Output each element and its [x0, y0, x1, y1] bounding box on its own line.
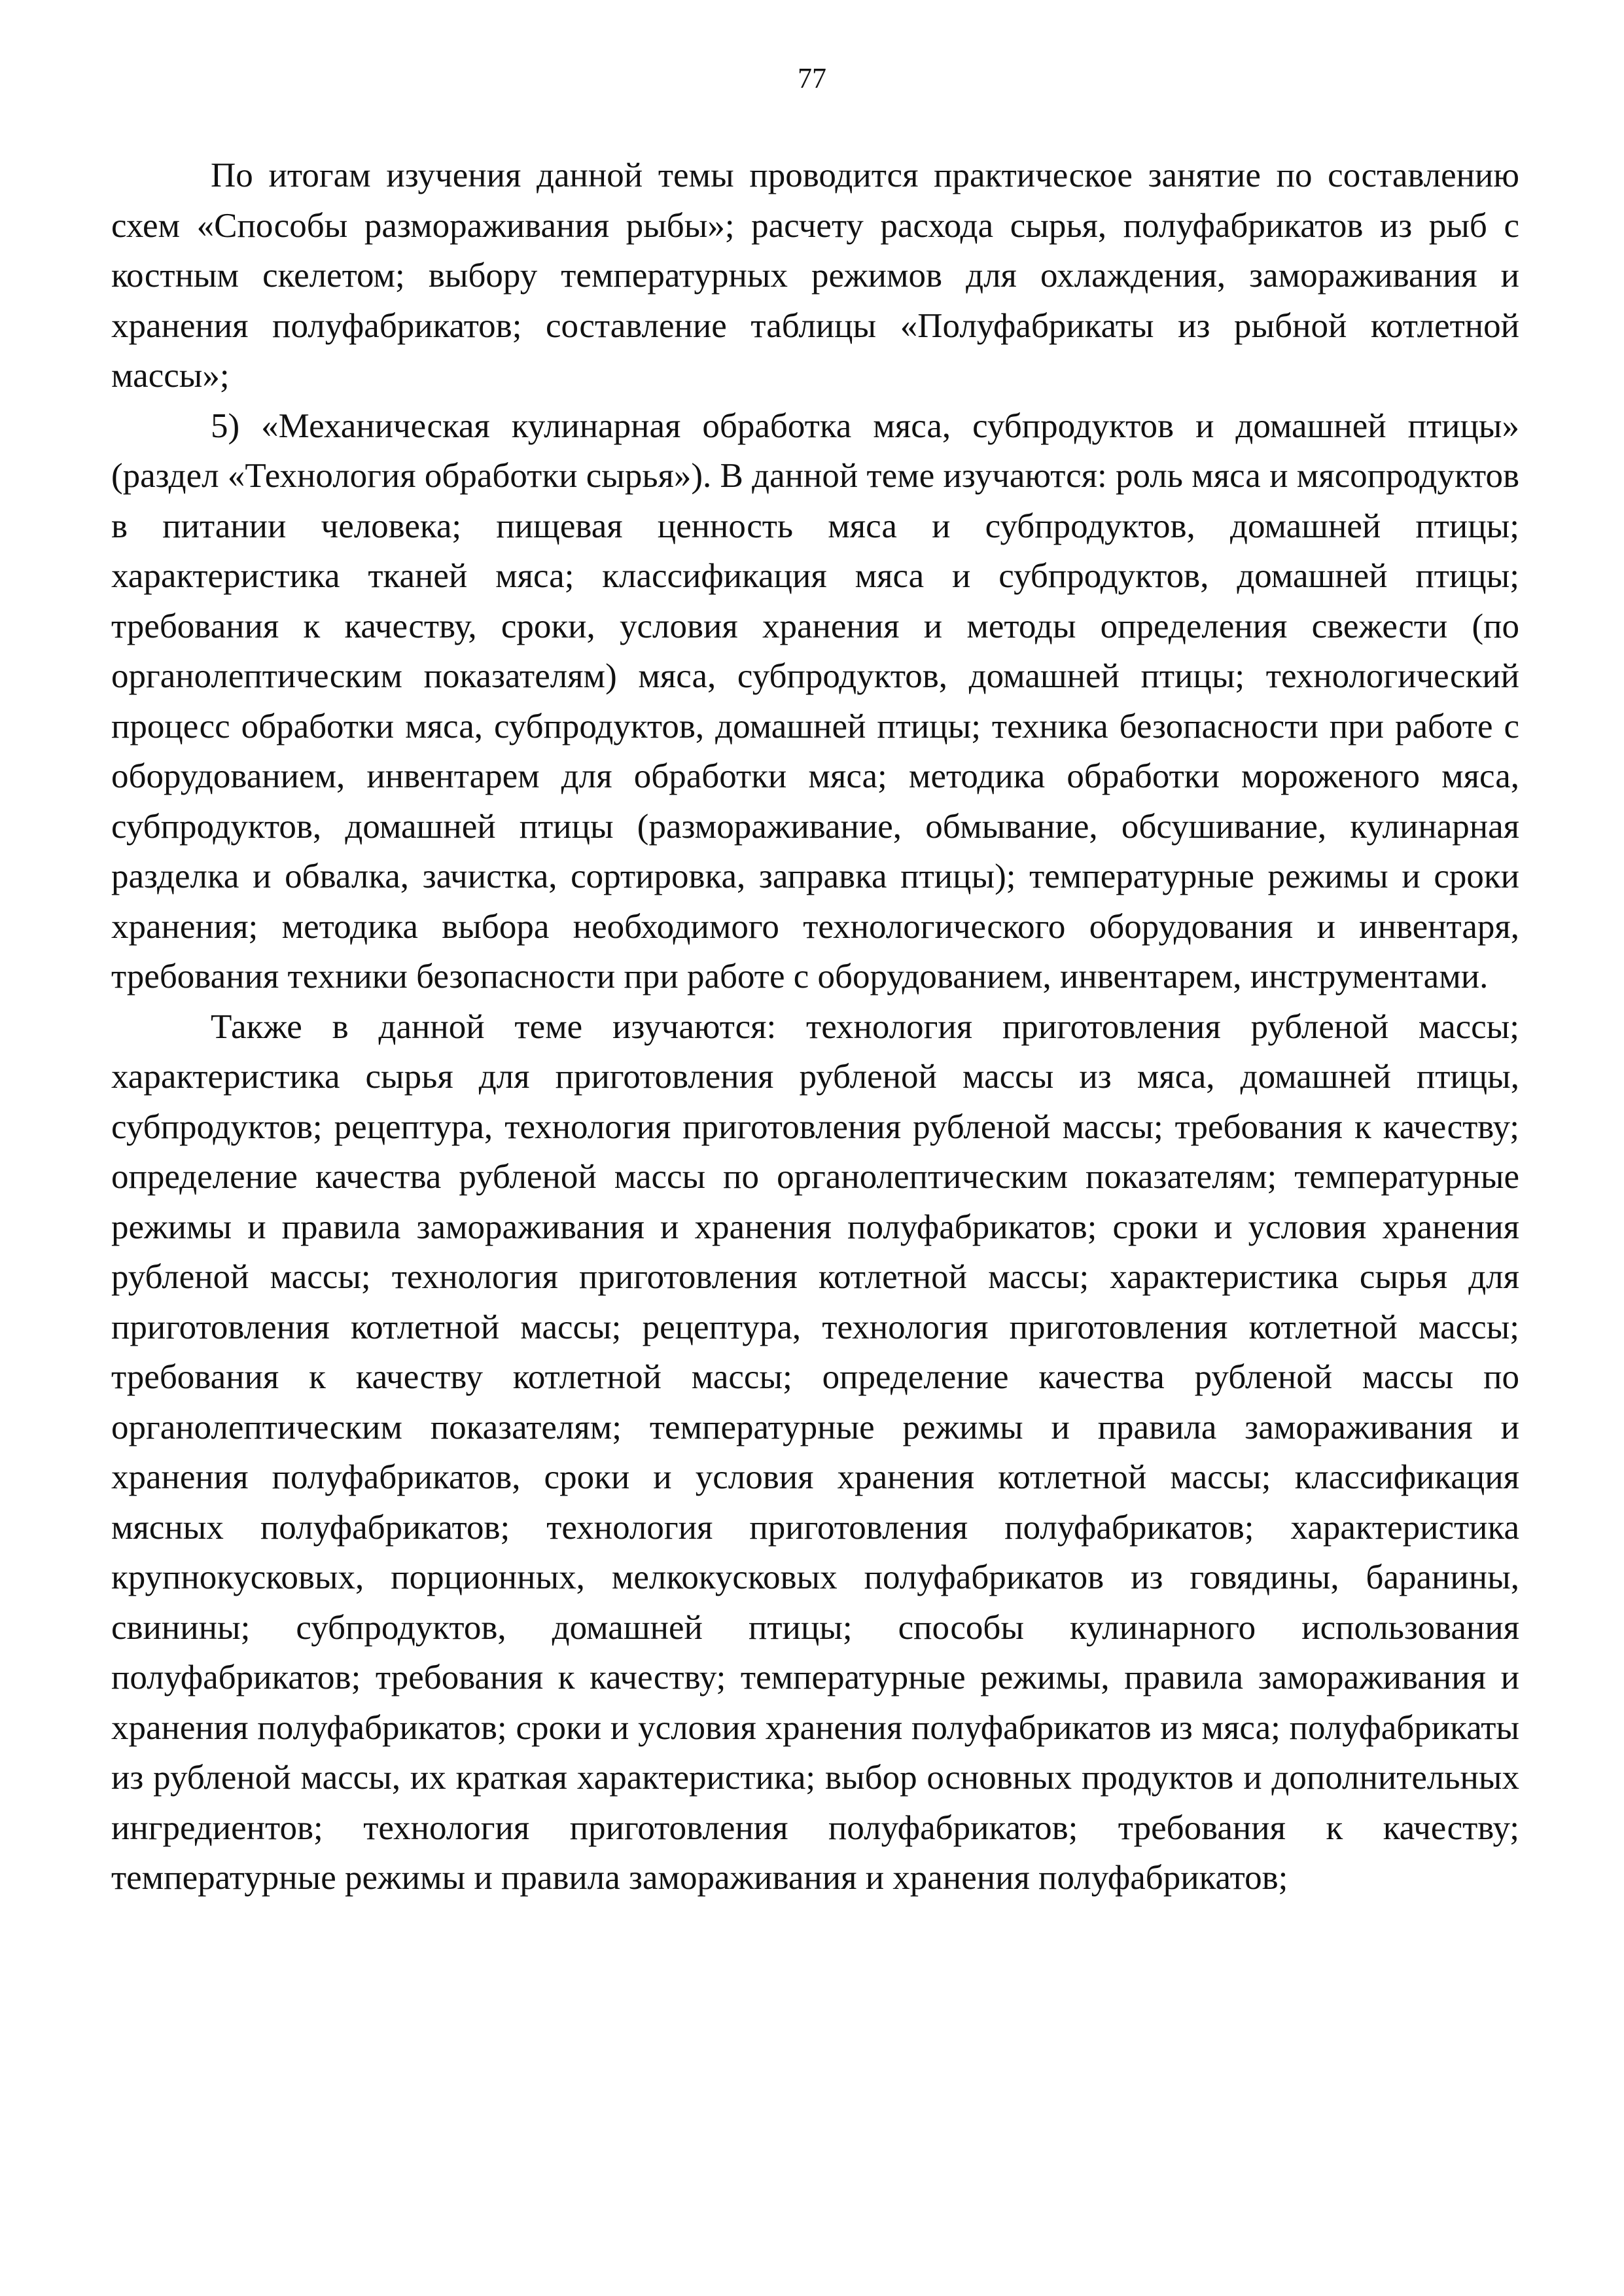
paragraph-minced-mass-technology: Также в данной теме изучаются: технология приготовления рубленой массы; характеристика сырья для приготовления рубленой массы из мяса, домашней птицы, субпродуктов; рецептура, технология приготовления рубленой массы; требования к качеству; определение качества рубленой массы по органолептическим показателям; температурные режимы и правила замораживания и хранения полуфабрикатов; сроки и условия хранения рубленой массы; технология приготовления котлетной массы; характеристика сырья для приготовления котлетной массы; рецептура, технология приготовления котлетной массы; требования к качеству котлетной массы; определение качества рубленой массы по органолептическим показателям; температурные режимы и правила замораживания и хранения полуфабрикатов, сроки и условия хранения котлетной массы; классификация мясных полуфабрикатов; технология приготовления полуфабрикатов; характеристика крупнокусковых, порционных, мелкокусковых полуфабрикатов из говядины, баранины, свинины; субпродуктов, домашней птицы; способы кулинарного использования полуфабрикатов; требования к качеству; температурные режимы, правила замораживания и хранения полуфабрикатов; сроки и условия хранения полуфабрикатов из мяса; полуфабрикаты из рубленой массы, их краткая характеристика; выбор основных продуктов и дополнительных ингредиентов; технология приготовления полуфабрикатов; требования к качеству; температурные режимы и правила замораживания и хранения полуфабрикатов; [111, 1007, 1519, 1897]
paragraph-practical-session: По итогам изучения данной темы проводится практическое занятие по составлению схем «Способы размораживания рыбы»; расчету расхода сырья, полуфабрикатов из рыб с костным скелетом; выбору температурных режимов для охлаждения, замораживания и хранения полуфабрикатов; составление таблицы «Полуфабрикаты из рыбной котлетной массы»; [111, 156, 1519, 395]
document-body [111, 151, 1519, 1903]
page-number: 77 [798, 62, 826, 94]
paragraph-meat-processing-topic: 5) «Механическая кулинарная обработка мяса, субпродуктов и домашней птицы» (раздел «Технология обработки сырья»). В данной теме изучаются: роль мяса и мясопродуктов в питании человека; пищевая ценность мяса и субпродуктов, домашней птицы; характеристика тканей мяса; классификация мяса и субпродуктов, домашней птицы; требования к качеству, сроки, условия хранения и методы определения свежести (по органолептическим показателям) мяса, субпродуктов, домашней птицы; технологический процесс обработки мяса, субпродуктов, домашней птицы; техника безопасности при работе с оборудованием, инвентарем для обработки мяса; методика обработки мороженого мяса, субпродуктов, домашней птицы (размораживание, обмывание, обсушивание, кулинарная разделка и обвалка, зачистка, сортировка, заправка птицы); температурные режимы и сроки хранения; методика выбора необходимого технологического оборудования и инвентаря, требования техники безопасности при работе с оборудованием, инвентарем, инструментами. [111, 406, 1519, 996]
